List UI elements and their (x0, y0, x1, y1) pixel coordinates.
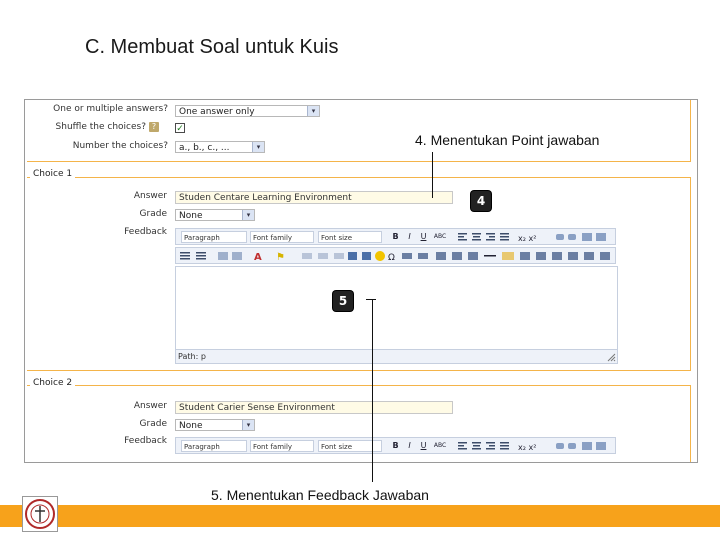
fieldset-right-border (690, 100, 691, 162)
annotation-feedback-text: 5. Menentukan Feedback Jawaban (211, 487, 429, 503)
choice1-grade-select[interactable] (175, 209, 255, 221)
numbering-value: a., b., c., ... (179, 143, 230, 153)
underline-button[interactable]: U (420, 232, 427, 241)
chevron-down-icon[interactable]: ▾ (242, 210, 254, 220)
chevron-down-icon[interactable]: ▾ (252, 142, 264, 152)
choice1-grade-label: Grade (139, 209, 167, 219)
italic-button[interactable]: I (408, 232, 411, 241)
font-size-select[interactable]: Font size (318, 440, 382, 452)
choice2-grade-select[interactable] (175, 419, 255, 431)
paragraph-select[interactable]: Paragraph (181, 440, 247, 452)
choice2-grade-value: None (179, 421, 203, 431)
annotation-feedback-pointer (372, 299, 373, 482)
help-icon[interactable]: ? (149, 122, 159, 132)
underline-button[interactable]: U (420, 441, 427, 450)
single-answer-label: One or multiple answers? (53, 104, 168, 114)
svg-text:⚑: ⚑ (276, 252, 285, 262)
choice1-fieldset-bottom (27, 370, 691, 371)
strikethrough-button[interactable]: ABC (433, 233, 447, 240)
toolbar-icon-strip-2[interactable] (180, 250, 616, 262)
choice2-answer-input[interactable]: Student Carier Sense Environment (175, 401, 453, 414)
choice1-feedback-editor[interactable] (175, 266, 618, 364)
numbering-select[interactable] (175, 141, 265, 153)
shuffle-label: Shuffle the choices? (55, 122, 146, 132)
footer-accent-bar (0, 505, 720, 527)
university-logo (22, 496, 58, 532)
choice1-fieldset-top (27, 177, 691, 178)
font-size-select[interactable]: Font size (318, 231, 382, 243)
strikethrough-button[interactable]: ABC (433, 442, 447, 449)
paragraph-select[interactable]: Paragraph (181, 231, 247, 243)
font-family-select[interactable]: Font family (250, 231, 314, 243)
svg-text:x₂ x²: x₂ x² (518, 443, 537, 452)
choice1-answer-input[interactable]: Studen Centare Learning Environment (175, 191, 453, 204)
shuffle-checkbox[interactable]: ✓ (176, 124, 184, 134)
choice2-editor-toolbar (175, 437, 616, 454)
annotation-feedback-pointer-top (366, 299, 376, 300)
font-family-select[interactable]: Font family (250, 440, 314, 452)
italic-button[interactable]: I (408, 441, 411, 450)
slide-title: C. Membuat Soal untuk Kuis (85, 36, 339, 58)
toolbar-icon-strip[interactable] (456, 440, 612, 452)
choice1-feedback-label: Feedback (124, 227, 167, 237)
chevron-down-icon[interactable]: ▾ (307, 106, 319, 116)
annotation-point-pointer (432, 152, 433, 198)
svg-text:Ω: Ω (388, 253, 395, 262)
editor-path-bar (176, 349, 617, 363)
svg-text:x₂ x²: x₂ x² (518, 234, 537, 243)
choice2-feedback-label: Feedback (124, 436, 167, 446)
svg-text:A: A (254, 252, 262, 262)
settings-fieldset-bottom (27, 161, 691, 162)
numbering-label: Number the choices? (72, 141, 168, 151)
university-seal-icon (23, 497, 57, 531)
editor-path-text: Path: p (178, 352, 206, 361)
choice1-fieldset-right (690, 177, 691, 370)
choice2-fieldset-top (27, 385, 691, 386)
bold-button[interactable]: B (392, 441, 399, 450)
resize-handle-icon[interactable] (606, 352, 616, 362)
choice1-editor-toolbar-1 (175, 228, 616, 245)
chevron-down-icon[interactable]: ▾ (242, 420, 254, 430)
single-answer-value: One answer only (179, 107, 255, 117)
annotation-point-text: 4. Menentukan Point jawaban (415, 132, 600, 148)
single-answer-select[interactable] (175, 105, 320, 117)
choice1-editor-toolbar-2 (175, 247, 616, 264)
step-4-badge: 4 (471, 191, 491, 211)
choice1-grade-value: None (179, 211, 203, 221)
choice1-answer-label: Answer (133, 191, 167, 201)
choice2-fieldset-right (690, 385, 691, 463)
toolbar-icon-strip[interactable] (456, 231, 612, 243)
choice2-answer-label: Answer (133, 401, 167, 411)
quiz-editor-screenshot (24, 99, 698, 463)
choice1-legend: Choice 1 (30, 169, 75, 179)
step-5-badge: 5 (333, 291, 353, 311)
choice2-legend: Choice 2 (30, 378, 75, 388)
bold-button[interactable]: B (392, 232, 399, 241)
choice2-grade-label: Grade (139, 419, 167, 429)
